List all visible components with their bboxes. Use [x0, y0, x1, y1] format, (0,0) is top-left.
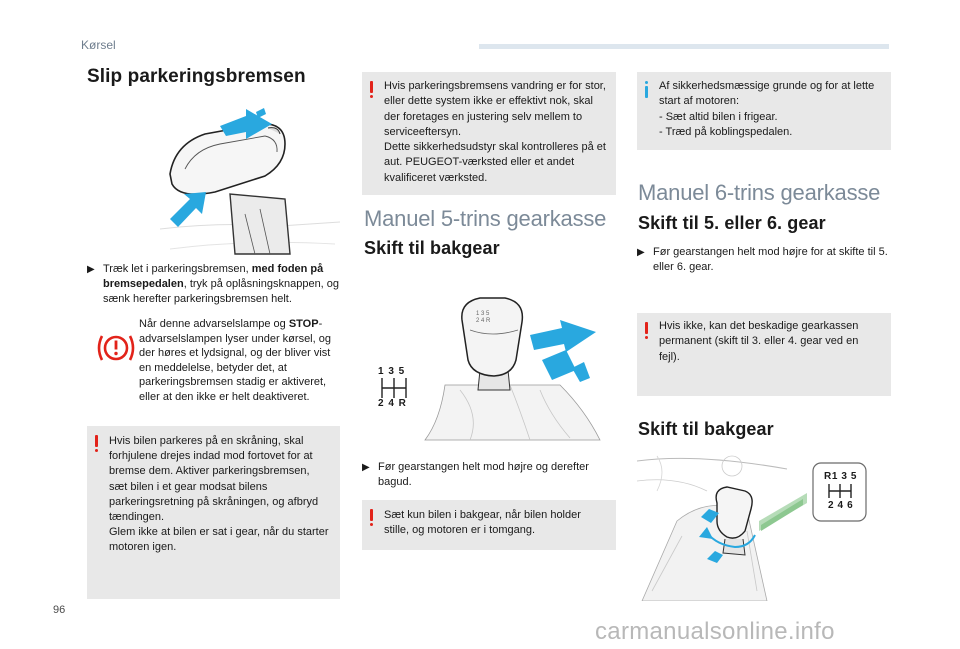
page-number: 96 — [53, 604, 66, 616]
subtitle-shift-5-6: Skift til 5. eller 6. gear — [638, 213, 826, 233]
brake-warning-lamp-icon — [95, 330, 137, 366]
warning-box-brake-adjustment — [362, 72, 616, 195]
header-section-label: Kørsel — [81, 38, 116, 52]
gear-stick-5-speed-illustration — [370, 290, 616, 445]
warning-box-gearbox-damage — [637, 313, 891, 396]
section-title-manual-5-speed: Manuel 5-trins gearkasse — [364, 206, 607, 231]
section-title-manual-6-speed: Manuel 6-trins gearkasse — [638, 180, 881, 205]
info-icon — [644, 81, 649, 99]
exclamation-icon — [369, 81, 374, 99]
exclamation-icon — [644, 322, 649, 340]
bullet-icon: ▶ — [87, 264, 95, 275]
gear-pattern-6-top: R1 3 5 — [824, 471, 858, 482]
bullet-icon: ▶ — [637, 247, 645, 258]
section-title-release-brake: Slip parkeringsbremsen — [87, 66, 306, 87]
warning-text: Hvis bilen parkeres på en skråning, skal forhjulene drejes indad mod fortovet for at bremse dem. Aktiver parkeringsbremsen, sæt bilen i et gear modsat bilens parkeringsretning på skråningen, og afbryd tændingen. Glem ikke at bilen er sat i gear, når du starter motoren igen. — [109, 435, 329, 554]
warning-text: Sæt kun bilen i bakgear, når bilen holder stille, og motoren er i tomgang. — [384, 509, 581, 536]
warning-box-reverse-5 — [362, 500, 616, 550]
exclamation-icon — [94, 435, 99, 453]
alert-lamp-text: Når denne advarselslampe og STOP-advarselslampen lyser under kørsel, og der høres et lydsignal, og der bliver vist en meddelelse, betyder det, at parkeringsbremsen stadig er aktiveret, eller at den ikke er helt deaktiveret. — [139, 318, 331, 403]
subtitle-reverse-6: Skift til bakgear — [638, 419, 774, 439]
svg-text:1 3 5: 1 3 5 — [476, 311, 490, 317]
instruction-release-brake: ▶ Træk let i parkeringsbremsen, med foden på bremsepedalen, tryk på oplåsningsknappen, og sænk herefter parkeringsbremsen helt. — [87, 263, 340, 305]
gear-pattern-6-bottom: 2 4 6 — [828, 500, 854, 511]
info-box-neutral — [637, 72, 891, 150]
svg-text:2 4 R: 2 4 R — [476, 318, 491, 324]
header-bar — [479, 44, 889, 49]
instruction-shift-5-6: ▶ Før gearstangen helt mod højre for at skifte til 5. eller 6. gear. — [637, 246, 888, 273]
bullet-icon: ▶ — [362, 462, 370, 473]
warning-text: Hvis ikke, kan det beskadige gearkassen permanent (skift til 3. eller 4. gear ved en fejl). — [659, 320, 859, 363]
info-text: Af sikkerhedsmæssige grunde og for at lette start af motoren: - Sæt altid bilen i frigear. - Træd på koblingspedalen. — [659, 80, 875, 138]
warning-text: Hvis parkeringsbremsens vandring er for stor, eller dette system ikke er effektivt nok, skal der foretages en justering selv mellem to serviceeftersyn. Dette sikkerhedsudstyr skal kontrolleres på et aut. PEUGEOT-værksted eller et andet kvalificeret værksted. — [384, 80, 606, 184]
instruction-reverse-5: ▶ Før gearstangen helt mod højre og derefter bagud. — [362, 461, 589, 488]
watermark: carmanualsonline.info — [595, 618, 835, 645]
gear-pattern-5-bottom: 2 4 R — [378, 398, 407, 409]
warning-box-slope-parking — [87, 426, 340, 599]
exclamation-icon — [369, 509, 374, 527]
gear-pattern-5-top: 1 3 5 — [378, 366, 406, 377]
column-1 — [87, 64, 340, 88]
subtitle-reverse-5: Skift til bakgear — [364, 238, 500, 258]
parking-brake-illustration — [160, 104, 340, 259]
